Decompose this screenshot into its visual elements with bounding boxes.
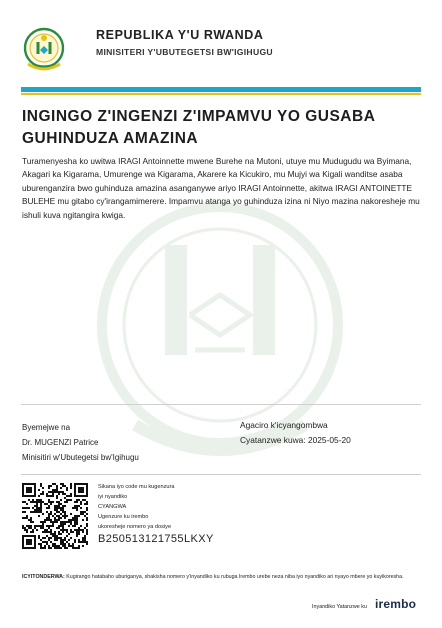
flag-band-blue [21, 87, 421, 92]
notice-label: ICYITONDERWA: [22, 574, 65, 580]
verification-block [98, 482, 398, 544]
validity-label: Agaciro k'icyangombwa [240, 420, 328, 430]
approver-office: Minisitiri w'Ubutegetsi bw'Igihugu [22, 453, 139, 462]
ministry-title: MINISITERI Y'UBUTEGETSI BW'IGIHUGU [96, 47, 273, 57]
flag-band [21, 87, 421, 95]
verify-line-1: Sikana iyo code mu kugenzura [98, 484, 175, 490]
issued-date: Cyatanzwe kuwa: 2025-05-20 [240, 435, 351, 445]
verify-line-5: ukoresheje nomero ya dosiye [98, 524, 172, 530]
flag-band-yellow [21, 93, 421, 95]
approver-name: Dr. MUGENZI Patrice [22, 438, 99, 447]
verify-line-2: iyi nyandiko [98, 494, 128, 500]
application-number: B250513121755LKXY [98, 533, 214, 545]
document-body: Turamenyesha ko uwitwa IRAGI Antoinnette mwene Burehe na Mutoni, utuye mu Mudugudu wa Byimana, Akagari ka Kigarama, Umurenge wa Kigarama, Akarere ka Kicukiro, mu Mujyi wa Kigali wanditse asaba uburenganzira bwo guhinduza amazina asanganywe ariyo IRAGI Antoinnette, akitwa IRAGI ANTOINETTE BULEHE mu gitabo cy'irangamimerere. Impamvu atanga yo guhinduza izina ni Niyo mazina nakoresheje mu ishuli kuva ngitangira kwiga. [22, 156, 420, 220]
verify-line-3: CYANGWA [98, 504, 127, 510]
verify-line-4: Ugenzure ku irembo [98, 514, 149, 520]
approval-block [22, 420, 222, 465]
approved-by-label: Byemejwe na [22, 423, 71, 432]
notice-text: Kugirango hatabaho uburiganya, shakisha nomero y'inyandiko ku rubuga Irembo urebe neza niba iyo nyandiko ari nyayo mbere yo kuyikoresha. [66, 574, 404, 580]
verification-divider [21, 474, 421, 475]
rwanda-coat-of-arms-icon [22, 26, 66, 74]
footer-issued-by: Inyandiko Yatanzwe ku [312, 604, 367, 610]
republic-title: REPUBLIKA Y'U RWANDA [96, 28, 264, 42]
qr-code-icon[interactable] [22, 483, 88, 549]
notice [22, 572, 422, 582]
issue-block [240, 418, 420, 448]
signature-divider [21, 404, 421, 405]
document-title: INGINGO Z'INGENZI Z'IMPAMVU YO GUSABA GUHINDUZA AMAZINA [22, 108, 375, 147]
irembo-logo[interactable]: irembo [375, 597, 417, 611]
